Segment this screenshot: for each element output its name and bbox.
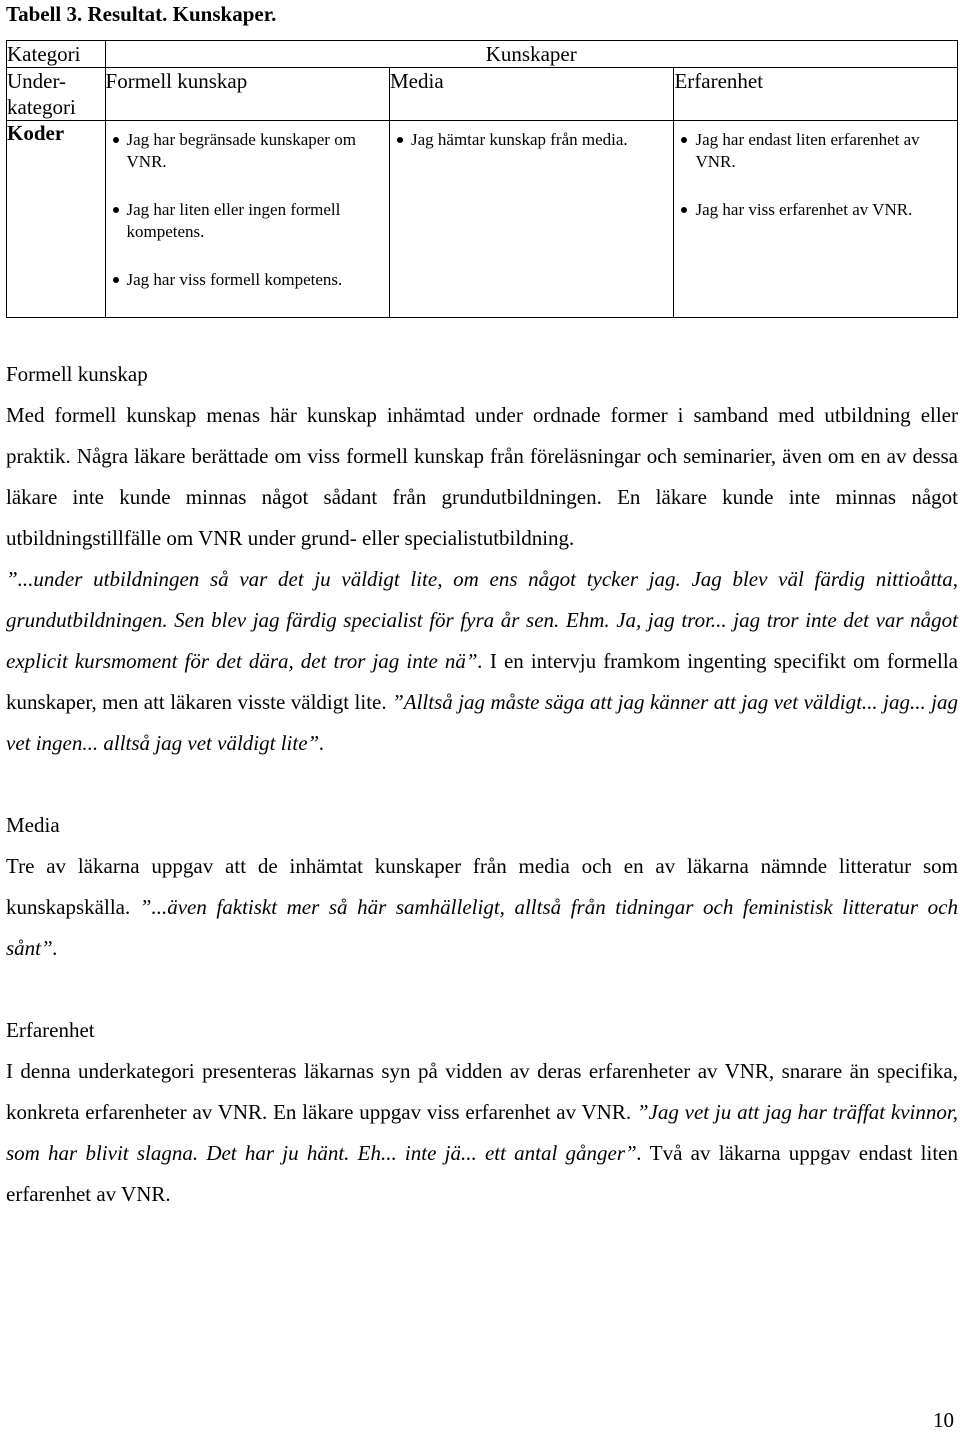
media-codes-cell: [390, 121, 674, 318]
subcategory-erfarenhet: Erfarenhet: [674, 68, 958, 121]
koder-label: Koder: [7, 121, 106, 318]
formell-code-list: [106, 121, 389, 291]
results-table: [6, 40, 958, 318]
media-quote-1: ”...även faktiskt mer så här samhälleligt, alltså från tidningar och feministisk litteratur och sånt”.: [6, 895, 958, 960]
section-title-erfarenhet: Erfarenhet: [6, 1018, 95, 1042]
list-item: Jag hämtar kunskap från media.: [396, 129, 669, 151]
subcategory-formell: Formell kunskap: [105, 68, 389, 121]
kategori-row: [7, 41, 958, 68]
media-code-list: [390, 121, 673, 151]
erfarenhet-text-2: Två av läkarna uppgav endast liten erfarenhet av VNR.: [6, 1141, 958, 1206]
section-text-media: [6, 846, 958, 969]
formell-text-2: I en intervju framkom ingenting specifikt om formella kunskaper, men att läkaren visste väldigt lite.: [6, 649, 958, 714]
subcategory-media: Media: [390, 68, 674, 121]
underkategori-label-line2: kategori: [7, 95, 76, 119]
list-item: Jag har viss formell kompetens.: [112, 269, 385, 291]
underkategori-label-line1: Under-: [7, 69, 67, 93]
erfarenhet-quote-1: ”Jag vet ju att jag har träffat kvinnor, som har blivit slagna. Det har ju hänt. Eh... inte jä... ett antal gånger”.: [6, 1100, 958, 1165]
erfarenhet-text-1: I denna underkategori presenteras läkarnas syn på vidden av deras erfarenheter av VNR, snarare än specifika, konkreta erfarenheter av VNR. En läkare uppgav viss erfarenhet av VNR.: [6, 1059, 958, 1124]
list-item: Jag har endast liten erfarenhet av VNR.: [680, 129, 953, 173]
list-item: Jag har liten eller ingen formell kompetens.: [112, 199, 385, 243]
koder-row: [7, 121, 958, 318]
kategori-label: Kategori: [7, 41, 106, 68]
page-number: 10: [933, 1408, 954, 1432]
formell-codes-cell: [105, 121, 389, 318]
section-title-formell: Formell kunskap: [6, 362, 148, 386]
list-item: Jag har viss erfarenhet av VNR.: [680, 199, 953, 221]
formell-text-1: Med formell kunskap menas här kunskap inhämtad under ordnade former i samband med utbildning eller praktik. Några läkare berättade om viss formell kunskap från föreläsningar och seminarier, även om en av dessa läkare inte kunde minnas något sådant från grundutbildningen. En läkare kunde inte minnas något utbildningstillfälle om VNR under grund- eller specialistutbildning.: [6, 403, 958, 550]
list-item: Jag har begränsade kunskaper om VNR.: [112, 129, 385, 173]
section-text-formell: [6, 395, 958, 764]
table-caption: Tabell 3. Resultat. Kunskaper.: [6, 2, 277, 26]
erfarenhet-code-list: [674, 121, 957, 221]
kategori-value: Kunskaper: [105, 41, 957, 68]
body-content: [6, 354, 958, 1215]
media-text-1: Tre av läkarna uppgav att de inhämtat kunskaper från media och en av läkarna nämnde litteratur som kunskapskälla.: [6, 854, 958, 919]
formell-quote-1: ”...under utbildningen så var det ju väldigt lite, om ens något tycker jag. Jag blev väl färdig nittioåtta, grundutbildningen. Sen blev jag färdig specialist för fyra år sen. Ehm. Ja, jag tror... jag tror inte det var något explicit kursmoment för det därа, det tror jag inte nä”.: [6, 567, 958, 673]
erfarenhet-codes-cell: [674, 121, 958, 318]
formell-quote-2: ”Alltså jag måste säga att jag känner att jag vet väldigt... jag... jag vet ingen... alltså jag vet väldigt lite”.: [6, 690, 958, 755]
underkategori-row: [7, 68, 958, 121]
underkategori-label: [7, 68, 106, 121]
section-text-erfarenhet: [6, 1051, 958, 1215]
section-title-media: Media: [6, 813, 60, 837]
